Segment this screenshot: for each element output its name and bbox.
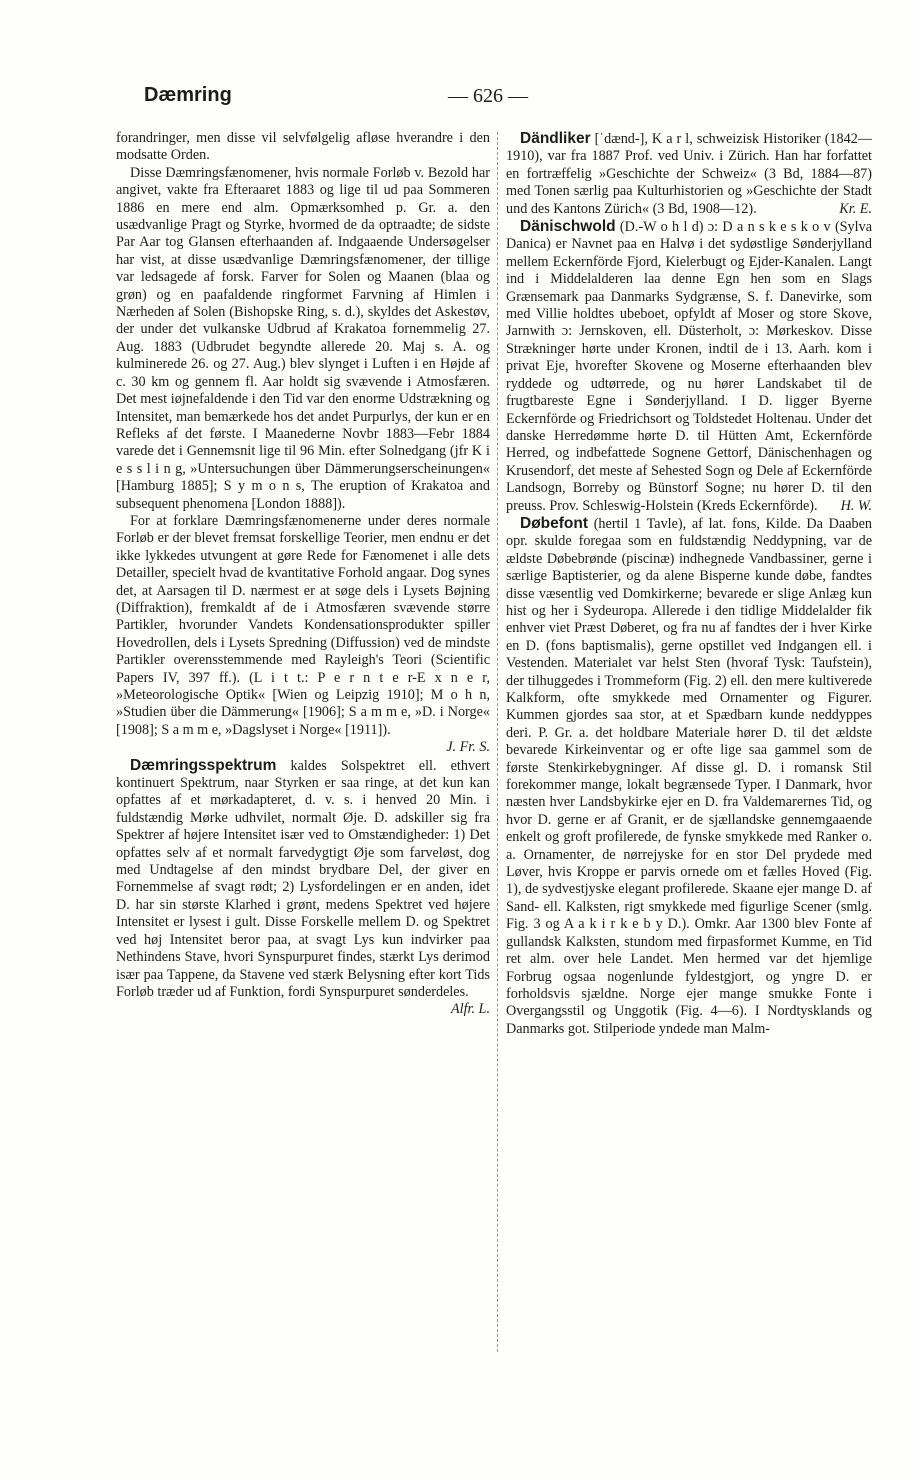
- dictionary-entry: [506, 515, 872, 1038]
- author-signature: H. W.: [840, 497, 872, 514]
- author-signature: Alfr. L.: [450, 1001, 490, 1018]
- running-header: [0, 84, 920, 114]
- entry-text: (hertil 1 Tavle), af lat. fons, Kilde. Da Daaben opr. skulde foregaa som en fuldstændig Neddypning, var de ældste Døbebrønde (piscinæ) indhegnede Vandbassiner, gerne i særlige Baptisterier, og da alene Bisperne kunde døbe, fandtes disse væsentlig ved Domkirkerne; bevarede er slige Anlæg kun hist og her i Sydeuropa. Allerede i den tidlige Middelalder fik enhver viet Præst Døberet, og fra nu af fandtes der i hver Kirke en D. (fons baptismalis), gerne opstillet ved Indgangen ell. i Vestenden. Materialet var helst Sten (hvoraf Tysk: Taufstein), der tilhuggedes i Trommeform (Fig. 2) ell. den mere kultiverede Kalkform, ofte smykkede med Ornamenter og Figurer. Kummen gjordes saa stor, at et Spædbarn kunde neddyppes deri. P. Gr. a. det holdbare Materiale hører D. til det ældste bevarede Kirkeinventar og er ofte lige saa gammel som de første Stenkirkebygninger. Af disse gl. D. i romansk Stil forekommer mange, lokalt begrænsede Typer. I Danmark, hvor næsten hver Landsbykirke ejer en D. fra Valdemarernes Tid, og hvor D. gerne er af Granit, er de sjællandske gennemgaaende enkelt og groft profilerede, de fynske smykkede med Ranker o. a. Ornamenter, de nørrejyske for en stor Del prydede med Løver, hvis Kroppe er parvis ornede om et fælles Hoved (Fig. 1), de sydvestjyske elegant profilerede. Skaane ejer mange D. af Sand- ell. Kalksten, rigt smykkede med figurlige Scener (smlg. Fig. 3 og A a k i r k e b y D.). Omkr. Aar 1300 blev Fonte af gullandsk Kalksten, stundom med firpasformet Kumme, en Tid ret alm. over hele Landet. Men hermed var det hjemlige Forbrug ogsaa nogenlunde fyldestgjort, og yngre D. er forholdsvis sjældne. Norge ejer mange smukke Fonte i Overgangsstil og Unggotik (Fig. 4—6). I Nordtysklands og Danmarks got. Stilperiode yndede man Malm-: [506, 515, 872, 1037]
- paragraph: Disse Dæmringsfænomener, hvis normale Forløb v. Bezold har angivet, vakte fra Efteraaret 1883 og lige til ud paa Sommeren 1886 en mere end alm. Opmærksomhed p. Gr. a. den usædvanlige Pragt og Styrke, hvormed de da optraadte; de sidste Par Aar tog Glansen efterhaanden af. Indgaaende Undersøgelser har vist, at disse usædvanlige Dæmringsfænomener, der tillige var ledsagede af forsk. Farver for Solen og Maanen (blaa og grøn) og en paafaldende ringformet Farvning af Himlen i Nærheden af Solen (Bishopske Ring, s. d.), skyldes det Askestøv, der under det vulkanske Udbrud af Krakatoa fornemmelig 27. Aug. 1883 (Udbrudet begyndte allerede 20. Maj s. A. og kulminerede 26. og 27. Aug.) blev slynget i Luften i en Højde af c. 30 km og gennem fl. Aar holdt sig svævende i Atmosfæren. Det mest iøjnefaldende i den Tid var den enorme Udstrækning og Intensitet, man bemærkede hos det andet Purpurlys, der kun er en Refleks af det første. I Maanederne Novbr 1883—Febr 1884 varede det i Gennemsnit lige til 96 Min. efter Solnedgang (jfr K i e s s l i n g, »Untersuchungen über Dämmerungserscheinungen« [Hamburg 1885]; S y m o n s, The eruption of Krakatoa and subsequent phenomena [London 1888]).: [116, 164, 490, 512]
- author-signature: J. Fr. S.: [446, 739, 490, 756]
- header-headword: Dæmring: [144, 84, 232, 106]
- entry-headword: Døbefont: [520, 514, 589, 532]
- paragraph: forandringer, men disse vil selvfølgelig afløse hverandre i den modsatte Orden.: [116, 130, 490, 164]
- entry-text: (D.-W o h l d) ɔ: D a n s k e s k o v (Sylva Danica) er Navnet paa en Halvø i det sydøstlige Sønderjylland mellem Eckernförde Fjord, Kielerbugt og Ejder-Kanalen. Langt ind i Middelalderen laa denne Egn hen som en Slags Grænsemark paa Danmarks Sydgrænse, S. f. Danevirke, som med Villie holdtes ubeboet, opfyldt af Moser og store Skove, Jarnwith ɔ: Jernskoven, ell. Düsterholt, ɔ: Mørkeskov. Disse Strækninger hørte under Kronen, indtil de i 13. Aarh. kom i privat Eje, hvorefter Skovene og Moserne efterhaanden blev ryddede og udtørrede, og nu hører Landskabet til de frugtbareste Egne i Sønderjylland. I D. ligger Byerne Eckernförde og Friedrichsort og Toldstedet Holtenau. Under det danske Herredømme hørte D. til Hütten Amt, Eckernförde Herred, og indbefattede Sognene Gettorf, Dänischenhagen og Krusendorf, det meste af Sehested Sogn og Dele af Eckernförde Landsogn, Borreby og Bünstorf Sogne; nu hører D. til den preuss. Prov. Schleswig-Holstein (Kreds Eckernförde).: [506, 219, 872, 514]
- entry-headword: Dæmringsspektrum: [130, 756, 277, 774]
- page-number: — 626 —: [448, 85, 528, 107]
- entry-headword: Dänischwold: [520, 218, 616, 236]
- dictionary-entry: [116, 756, 490, 1018]
- entry-text: kaldes Solspektret ell. ethvert kontinuert Spektrum, naar Styrken er saa ringe, at det kun kan opfattes af et mørkadapteret, d. v. s. i henved 20 Min. i fuldstændig Mørke udhvilet, normalt Øje. D. adskiller sig fra Spektrer af højere Intensitet især ved to Omstændigheder: 1) Det opfattes selv af et normalt farvedygtigt Øje som farveløst, dog med Undtagelse af den mindst brydbare Del, der giver en Fornemmelse af svagt rødt; 2) Lysfordelingen er en anden, idet D. har sin største Klarhed i grønt, medens Spektret ved højere Intensitet er lysest i gult. Disse Forskelle mellem D. og Spektret ved høj Intensitet beror paa, at svagt Lys kun indvirker paa Nethindens Stave, hvori Synspurpuret findes, stærkt Lys derimod især paa Tappene, da Stavene ved stærk Belysning efter kort Tids Forløb træder ud af Funktion, fordi Synspurpuret sønderdeles.: [116, 757, 490, 1000]
- left-column: [116, 130, 490, 1019]
- paragraph: For at forklare Dæmringsfænomenerne under deres normale Forløb er der blevet fremsat forskellige Teorier, men endnu er det ikke lykkedes utvungent at gøre Rede for Fænomenet i alle dets Detailler, specielt hvad de kvantitative Forhold angaar. Dog synes det, at Aarsagen til D. nærmest er at søge dels i Lysets Bøjning (Diffraktion), fremkaldt af de i Atmosfæren svævende større Partikler, hvorunder Vandets Kondensationsprodukter spiller Hovedrollen, dels i Lysets Spredning (Diffussion) ved de mindste Partikler overensstemmende med Rayleigh's Teori (Scientific Papers IV, 397 ff.). (L i t t.: P e r n t e r-E x n e r, »Meteorologische Optik« [Wien og Leipzig 1910]; M o h n, »Studien über die Dämmerung« [1906]; S a m m e, »D. i Norge« [1908]; S a m m e, »Dagslyset i Norge« [1911]).: [116, 512, 490, 738]
- entry-headword: Dändliker: [520, 130, 591, 147]
- column-divider: [497, 132, 498, 1352]
- dictionary-entry: [506, 130, 872, 218]
- entry-text: [ˈdænd-], K a r l, schweizisk Historiker (1842—1910), var fra 1887 Prof. ved Univ. i Zürich. Han har forfattet en fortræffelig »Geschichte der Schweiz« (3 Bd, 1884—87) med Tonen særlig paa Kulturhistorien og »Geschichte der Stadt und des Kantons Zürich« (3 Bd, 1908—12).: [506, 131, 872, 217]
- dictionary-entry: [506, 218, 872, 515]
- author-signature: Kr. E.: [839, 200, 872, 217]
- right-column: [506, 130, 872, 1038]
